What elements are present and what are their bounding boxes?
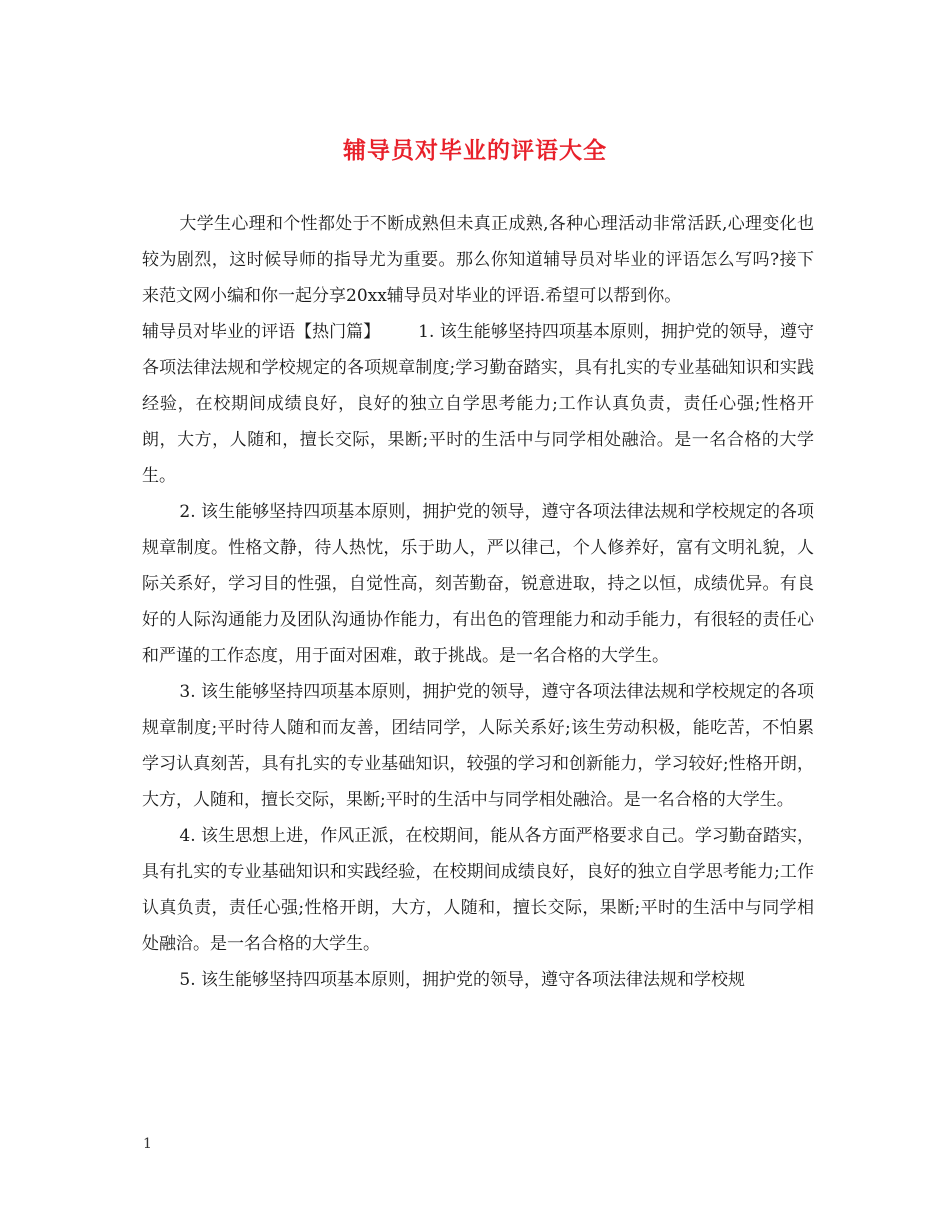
intro-paragraph: 大学生心理和个性都处于不断成熟但未真正成熟,各种心理活动非常活跃,心理变化也较为剧烈，这时候导师的指导尤为重要。那么你知道辅导员对毕业的评语怎么写吗?接下来范文网小编和你一起分享20xx辅导员对毕业的评语.希望可以帮到你。 [142,214,814,306]
document-title: 辅导员对毕业的评语大全 [343,138,607,164]
comment-item-1: 1. 该生能够坚持四项基本原则，拥护党的领导，遵守各项法律法规和学校规定的各项规章制度;学习勤奋踏实，具有扎实的专业基础知识和实践经验，在校期间成绩良好，良好的独立自学思考能力;工作认真负责，责任心强;性格开朗，大方，人随和，擅长交际，果断;平时的生活中与同学相处融洽。是一名合格的大学生。 [142,322,815,486]
document-body [142,206,814,998]
section-paragraph [142,314,814,494]
section-heading: 辅导员对毕业的评语【热门篇】 [142,322,381,342]
page-number: 1 [143,1136,152,1152]
comment-item-3: 3. 该生能够坚持四项基本原则，拥护党的领导，遵守各项法律法规和学校规定的各项规章制度;平时待人随和而友善，团结同学，人际关系好;该生劳动积极，能吃苦，不怕累学习认真刻苦，具有扎实的专业基础知识，较强的学习和创新能力，学习较好;性格开朗，大方，人随和，擅长交际，果断;平时的生活中与同学相处融洽。是一名合格的大学生。 [142,682,814,810]
comment-item-2: 2. 该生能够坚持四项基本原则，拥护党的领导，遵守各项法律法规和学校规定的各项规章制度。性格文静，待人热忱，乐于助人，严以律己，个人修养好，富有文明礼貌，人际关系好，学习目的性强，自觉性高，刻苦勤奋，锐意进取，持之以恒，成绩优异。有良好的人际沟通能力及团队沟通协作能力，有出色的管理能力和动手能力，有很轻的责任心和严谨的工作态度，用于面对困难，敢于挑战。是一名合格的大学生。 [142,502,814,666]
comment-item-4: 4. 该生思想上进，作风正派，在校期间，能从各方面严格要求自己。学习勤奋踏实，具有扎实的专业基础知识和实践经验，在校期间成绩良好，良好的独立自学思考能力;工作认真负责，责任心强;性格开朗，大方，人随和，擅长交际，果断;平时的生活中与同学相处融洽。是一名合格的大学生。 [142,826,814,954]
comment-item-5: 5. 该生能够坚持四项基本原则，拥护党的领导，遵守各项法律法规和学校规 [179,970,746,990]
